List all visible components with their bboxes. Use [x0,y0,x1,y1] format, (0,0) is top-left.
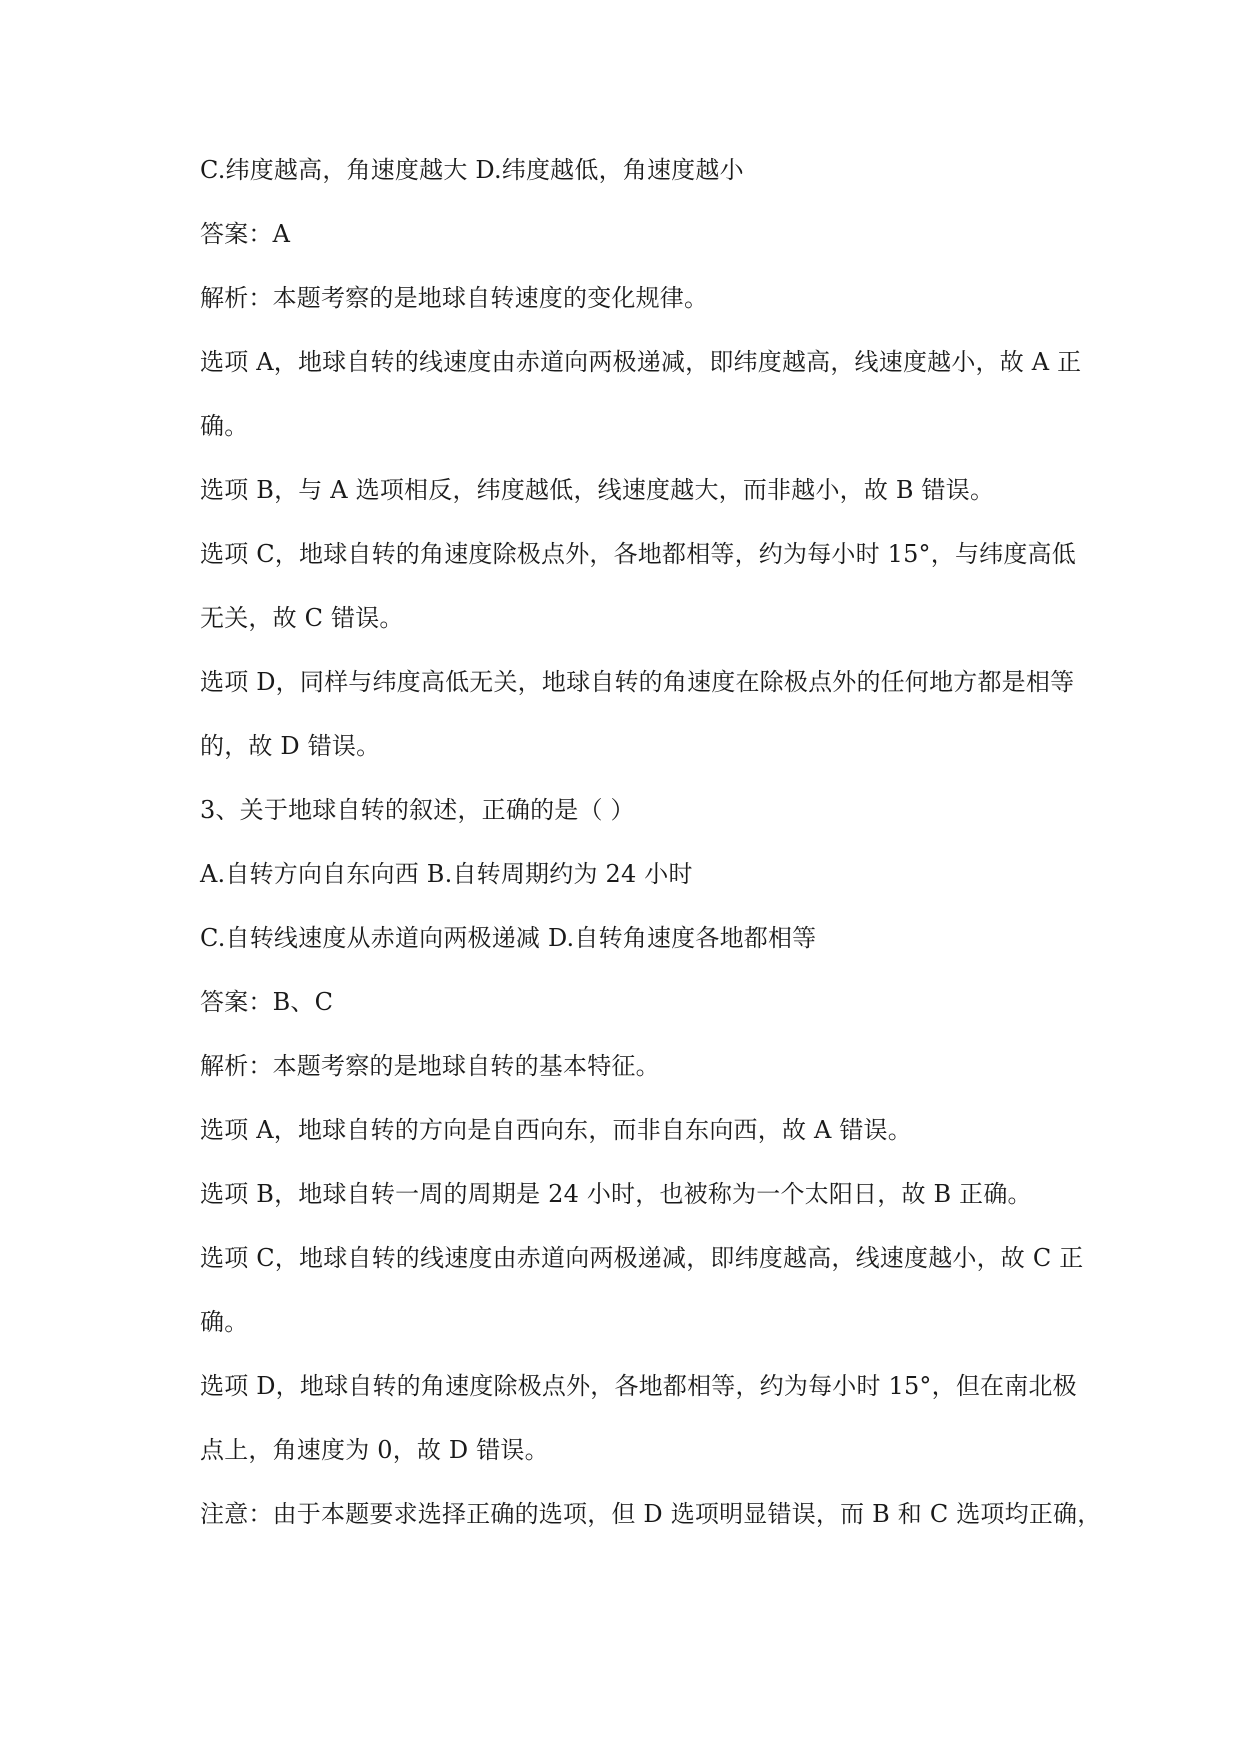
question-3-title: 3、关于地球自转的叙述，正确的是（ ） [200,796,635,824]
note-line: 注意：由于本题要求选择正确的选项，但 D 选项明显错误，而 B 和 C 选项均正确， [200,1500,1102,1528]
question-3-options-cd: C.自转线速度从赤道向两极递减 D.自转角速度各地都相等 [200,924,817,952]
explanation-line-c: 选项 C，地球自转的角速度除极点外，各地都相等，约为每小时 15°，与纬度高低 [200,540,1076,568]
analysis-line: 解析：本题考察的是地球自转速度的变化规律。 [200,284,709,312]
answer-line: 答案：A [200,220,291,248]
question-3-explanation-c: 选项 C，地球自转的线速度由赤道向两极递减，即纬度越高，线速度越小，故 C 正 [200,1244,1084,1272]
explanation-line-c-cont: 无关，故 C 错误。 [200,604,404,632]
question-3-explanation-c-cont: 确。 [200,1308,249,1336]
question-3-answer: 答案：B、C [200,988,334,1016]
question-3-explanation-b: 选项 B，地球自转一周的周期是 24 小时，也被称为一个太阳日，故 B 正确。 [200,1180,1032,1208]
document-body [200,138,1100,1546]
question-3-analysis: 解析：本题考察的是地球自转的基本特征。 [200,1052,660,1080]
explanation-line-a-cont: 确。 [200,412,249,440]
explanation-line-d: 选项 D，同样与纬度高低无关，地球自转的角速度在除极点外的任何地方都是相等 [200,668,1075,696]
explanation-line-a: 选项 A，地球自转的线速度由赤道向两极递减，即纬度越高，线速度越小，故 A 正 [200,348,1082,376]
question-3-explanation-a: 选项 A，地球自转的方向是自西向东，而非自东向西，故 A 错误。 [200,1116,912,1144]
explanation-line-b: 选项 B，与 A 选项相反，纬度越低，线速度越大，而非越小，故 B 错误。 [200,476,995,504]
explanation-line-d-cont: 的，故 D 错误。 [200,732,381,760]
question-3-explanation-d-cont: 点上，角速度为 0，故 D 错误。 [200,1436,549,1464]
option-line-cd: C.纬度越高，角速度越大 D.纬度越低，角速度越小 [200,156,744,184]
question-3-options-ab: A.自转方向自东向西 B.自转周期约为 24 小时 [200,860,693,888]
question-3-explanation-d: 选项 D，地球自转的角速度除极点外，各地都相等，约为每小时 15°，但在南北极 [200,1372,1077,1400]
